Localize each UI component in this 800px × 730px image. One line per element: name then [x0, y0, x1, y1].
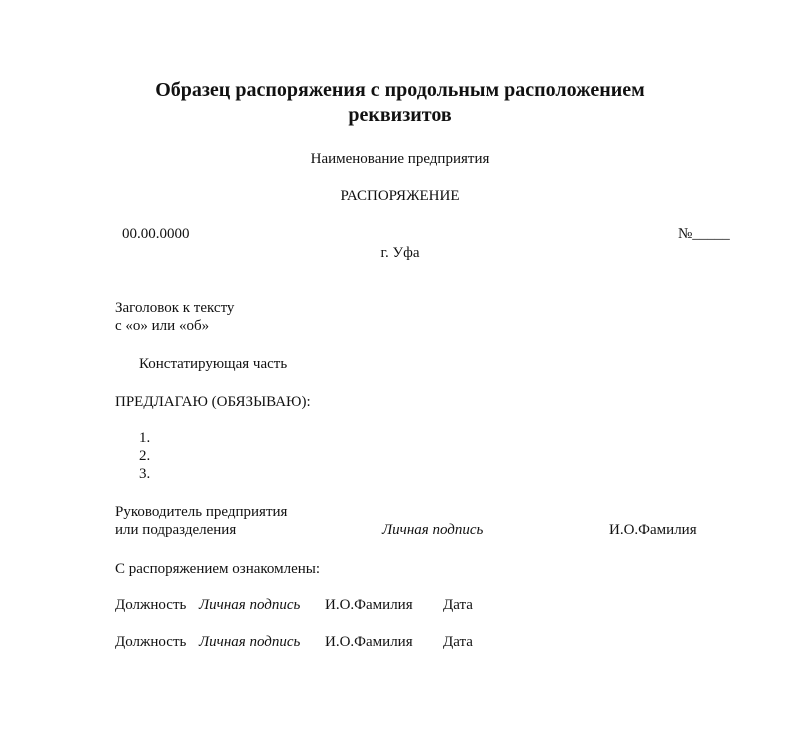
text-heading-line-1: Заголовок к тексту	[115, 300, 235, 316]
document-city: г. Уфа	[380, 245, 420, 261]
organization-name: Наименование предприятия	[310, 151, 490, 167]
acquainted-label: С распоряжением ознакомлены:	[115, 561, 321, 577]
acquainted-date: Дата	[443, 597, 473, 613]
signer-name: И.О.Фамилия	[609, 522, 697, 538]
list-item: 1.	[139, 430, 151, 446]
numbered-list	[139, 429, 150, 483]
document-number: №_____	[678, 226, 730, 242]
document-date: 00.00.0000	[122, 226, 190, 242]
acquainted-position: Должность	[115, 634, 187, 650]
list-item: 2.	[139, 448, 151, 464]
acquainted-date: Дата	[443, 634, 473, 650]
document-type: РАСПОРЯЖЕНИЕ	[340, 188, 460, 204]
proposal-heading: ПРЕДЛАГАЮ (ОБЯЗЫВАЮ):	[115, 394, 311, 410]
acquainted-position: Должность	[115, 597, 187, 613]
document-title-line-1: Образец распоряжения с продольным расположением	[155, 79, 645, 101]
acquainted-signature: Личная подпись	[199, 634, 301, 650]
list-item: 3.	[139, 466, 151, 482]
acquainted-signature: Личная подпись	[199, 597, 301, 613]
document-title-line-2: реквизитов	[348, 104, 452, 126]
statement-part: Констатирующая часть	[139, 356, 288, 372]
signer-signature: Личная подпись	[382, 522, 484, 538]
signer-position-line-1: Руководитель предприятия	[115, 504, 288, 520]
acquainted-name: И.О.Фамилия	[325, 597, 413, 613]
signer-position-line-2: или подразделения	[115, 522, 237, 538]
text-heading-line-2: с «о» или «об»	[115, 318, 210, 334]
acquainted-name: И.О.Фамилия	[325, 634, 413, 650]
